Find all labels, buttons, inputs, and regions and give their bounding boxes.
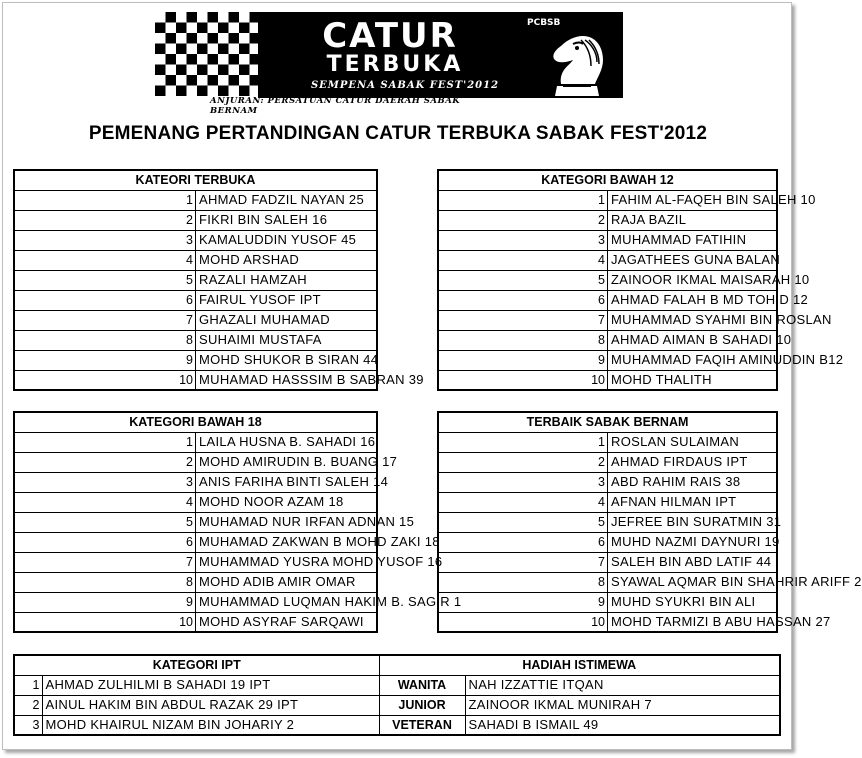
table-row <box>14 512 377 532</box>
winner-name: MOHD ARSHAD <box>196 250 378 270</box>
table-row <box>14 472 377 492</box>
rank-number: 4 <box>14 250 196 270</box>
table-row <box>14 270 377 290</box>
rank-number: 6 <box>438 290 608 310</box>
winner-name: MOHD THALITH <box>608 370 778 390</box>
prize-category-label: WANITA <box>379 675 465 695</box>
winner-name: KAMALUDDIN YUSOF 45 <box>196 230 378 250</box>
table-row <box>14 190 377 210</box>
rank-number: 2 <box>438 452 608 472</box>
table-row <box>14 290 377 310</box>
table-row <box>438 210 777 230</box>
rank-number: 9 <box>14 350 196 370</box>
winner-name: SUHAIMI MUSTAFA <box>196 330 378 350</box>
rank-number: 3 <box>438 230 608 250</box>
winner-name: MUHAMMAD YUSRA MOHD YUSOF 16 <box>196 552 378 572</box>
event-banner <box>155 12 623 98</box>
winner-name: GHAZALI MUHAMAD <box>196 310 378 330</box>
table-row <box>14 330 377 350</box>
table-row <box>14 310 377 330</box>
table-row <box>438 270 777 290</box>
org-badge: PCBSB <box>527 18 561 28</box>
table-header: KATEGORI BAWAH 12 <box>438 170 777 190</box>
table-row <box>438 330 777 350</box>
table-kategori-bawah-12 <box>437 169 844 391</box>
table-row <box>438 370 777 390</box>
table-header: KATEGORI BAWAH 18 <box>14 412 377 432</box>
winner-name: MOHD KHAIRUL NIZAM BIN JOHARIY 2 <box>42 715 379 735</box>
table-row <box>438 190 777 210</box>
table-row <box>14 452 377 472</box>
rank-number: 9 <box>438 592 608 612</box>
table-header-hadiah: HADIAH ISTIMEWA <box>379 655 780 675</box>
winner-name: MUHAMMAD FATIHIN <box>608 230 778 250</box>
rank-number: 4 <box>14 492 196 512</box>
winner-name: MOHD SHUKOR B SIRAN 44 <box>196 350 378 370</box>
rank-number: 1 <box>14 432 196 452</box>
winner-name: ABD RAHIM RAIS 38 <box>608 472 778 492</box>
table-kategori-bawah-18 <box>13 411 462 633</box>
rank-number: 10 <box>438 612 608 632</box>
table-row <box>14 532 377 552</box>
table-row <box>14 612 377 632</box>
winner-name: JEFREE BIN SURATMIN 31 <box>608 512 778 532</box>
winner-name: MUHAMAD ZAKWAN B MOHD ZAKI 18 <box>196 532 378 552</box>
rank-number: 6 <box>14 532 196 552</box>
winner-name: SAHADI B ISMAIL 49 <box>465 715 780 735</box>
rank-number: 3 <box>14 230 196 250</box>
table-header-ipt: KATEGORI IPT <box>14 655 379 675</box>
table-header: TERBAIK SABAK BERNAM <box>438 412 777 432</box>
banner-subtitle: SEMPENA SABAK FEST'2012 <box>310 80 500 91</box>
winner-name: MUHAMMAD LUQMAN HAKIM B. SAGIR 1 <box>196 592 378 612</box>
winner-name: MOHD ADIB AMIR OMAR <box>196 572 378 592</box>
page-title: PEMENANG PERTANDINGAN CATUR TERBUKA SABAK FEST'2012 <box>88 123 708 144</box>
table-row <box>14 675 780 695</box>
winner-name: MOHD NOOR AZAM 18 <box>196 492 378 512</box>
rank-number: 1 <box>14 190 196 210</box>
winner-name: MOHD ASYRAF SARQAWI <box>196 612 378 632</box>
rank-number: 3 <box>438 472 608 492</box>
chess-knight-icon <box>533 26 619 98</box>
table-row <box>438 350 777 370</box>
rank-number: 8 <box>438 572 608 592</box>
winner-name: AINUL HAKIM BIN ABDUL RAZAK 29 IPT <box>42 695 379 715</box>
winner-name: ZAINOOR IKMAL MUNIRAH 7 <box>465 695 780 715</box>
table-row <box>14 552 377 572</box>
table-row <box>438 592 777 612</box>
winner-name: MUHAMAD HASSSIM B SABRAN 39 <box>196 370 378 390</box>
winner-name: RAZALI HAMZAH <box>196 270 378 290</box>
table-row <box>438 432 777 452</box>
rank-number: 9 <box>14 592 196 612</box>
winner-name: RAJA BAZIL <box>608 210 778 230</box>
rank-number: 6 <box>438 532 608 552</box>
rank-number: 10 <box>438 370 608 390</box>
winner-name: ROSLAN SULAIMAN <box>608 432 778 452</box>
winner-name: AHMAD FIRDAUS IPT <box>608 452 778 472</box>
winner-name: LAILA HUSNA B. SAHADI 16 <box>196 432 378 452</box>
table-row <box>438 512 777 532</box>
table-row <box>438 472 777 492</box>
rank-number: 7 <box>438 552 608 572</box>
table-row <box>14 592 377 612</box>
rank-number: 9 <box>438 350 608 370</box>
winner-name: AHMAD ZULHILMI B SAHADI 19 IPT <box>42 675 379 695</box>
table-row <box>14 250 377 270</box>
winner-name: MOHD AMIRUDIN B. BUANG 17 <box>196 452 378 472</box>
rank-number: 1 <box>438 190 608 210</box>
rank-number: 3 <box>14 715 42 735</box>
rank-number: 10 <box>14 370 196 390</box>
rank-number: 8 <box>438 330 608 350</box>
winner-name: ZAINOOR IKMAL MAISARAH 10 <box>608 270 778 290</box>
table-row <box>14 695 780 715</box>
rank-number: 2 <box>14 210 196 230</box>
table-row <box>14 492 377 512</box>
rank-number: 2 <box>438 210 608 230</box>
winner-name: MUHAMMAD FAQIH AMINUDDIN B12 <box>608 350 778 370</box>
banner-title-line2: TERBUKA <box>326 52 464 77</box>
table-header: KATEORI TERBUKA <box>14 170 377 190</box>
rank-number: 5 <box>14 512 196 532</box>
rank-number: 2 <box>14 452 196 472</box>
winner-name: JAGATHEES GUNA BALAN <box>608 250 778 270</box>
checkerboard-graphic <box>155 12 260 96</box>
rank-number: 8 <box>14 572 196 592</box>
table-ipt-and-hadiah <box>13 654 781 736</box>
prize-category-label: VETERAN <box>379 715 465 735</box>
rank-number: 5 <box>438 270 608 290</box>
rank-number: 5 <box>438 512 608 532</box>
winner-name: SYAWAL AQMAR BIN SHAHRIR ARIFF 2 <box>608 572 778 592</box>
rank-number: 3 <box>14 472 196 492</box>
winner-name: AHMAD FALAH B MD TOHID 12 <box>608 290 778 310</box>
winner-name: MUHAMAD NUR IRFAN ADNAN 15 <box>196 512 378 532</box>
table-row <box>14 572 377 592</box>
rank-number: 4 <box>438 492 608 512</box>
rank-number: 10 <box>14 612 196 632</box>
table-row <box>438 452 777 472</box>
table-row <box>438 230 777 250</box>
winner-name: FAHIM AL-FAQEH BIN SALEH 10 <box>608 190 778 210</box>
table-row <box>14 210 377 230</box>
winner-name: AFNAN HILMAN IPT <box>608 492 778 512</box>
winner-name: FAIRUL YUSOF IPT <box>196 290 378 310</box>
winner-name: NAH IZZATTIE ITQAN <box>465 675 780 695</box>
prize-category-label: JUNIOR <box>379 695 465 715</box>
table-row <box>438 310 777 330</box>
table-row <box>438 612 777 632</box>
winner-name: AHMAD FADZIL NAYAN 25 <box>196 190 378 210</box>
rank-number: 7 <box>14 310 196 330</box>
table-row <box>438 250 777 270</box>
table-row <box>14 370 377 390</box>
table-row <box>438 572 777 592</box>
rank-number: 4 <box>438 250 608 270</box>
winner-name: MUHAMMAD SYAHMI BIN ROSLAN <box>608 310 778 330</box>
rank-number: 5 <box>14 270 196 290</box>
table-row <box>14 715 780 735</box>
winner-name: SALEH BIN ABD LATIF 44 <box>608 552 778 572</box>
rank-number: 1 <box>438 432 608 452</box>
table-row <box>14 432 377 452</box>
rank-number: 7 <box>438 310 608 330</box>
winner-name: ANIS FARIHA BINTI SALEH 14 <box>196 472 378 492</box>
rank-number: 8 <box>14 330 196 350</box>
table-kategori-terbuka <box>13 169 424 391</box>
table-row <box>14 230 377 250</box>
rank-number: 2 <box>14 695 42 715</box>
winner-name: FIKRI BIN SALEH 16 <box>196 210 378 230</box>
rank-number: 7 <box>14 552 196 572</box>
organizer-text: ANJURAN: PERSATUAN CATUR DAERAH SABAK BERNAM <box>210 96 461 116</box>
table-row <box>438 532 777 552</box>
table-row <box>438 552 777 572</box>
winner-name: MUHD NAZMI DAYNURI 19 <box>608 532 778 552</box>
table-row <box>438 290 777 310</box>
winner-name: MUHD SYUKRI BIN ALI <box>608 592 778 612</box>
table-row <box>438 492 777 512</box>
winner-name: MOHD TARMIZI B ABU HASSAN 27 <box>608 612 778 632</box>
banner-title-line1: CATUR <box>322 16 458 56</box>
table-row <box>14 350 377 370</box>
table-terbaik-sabak-bernam <box>437 411 862 633</box>
rank-number: 1 <box>14 675 42 695</box>
winner-name: AHMAD AIMAN B SAHADI 10 <box>608 330 778 350</box>
rank-number: 6 <box>14 290 196 310</box>
